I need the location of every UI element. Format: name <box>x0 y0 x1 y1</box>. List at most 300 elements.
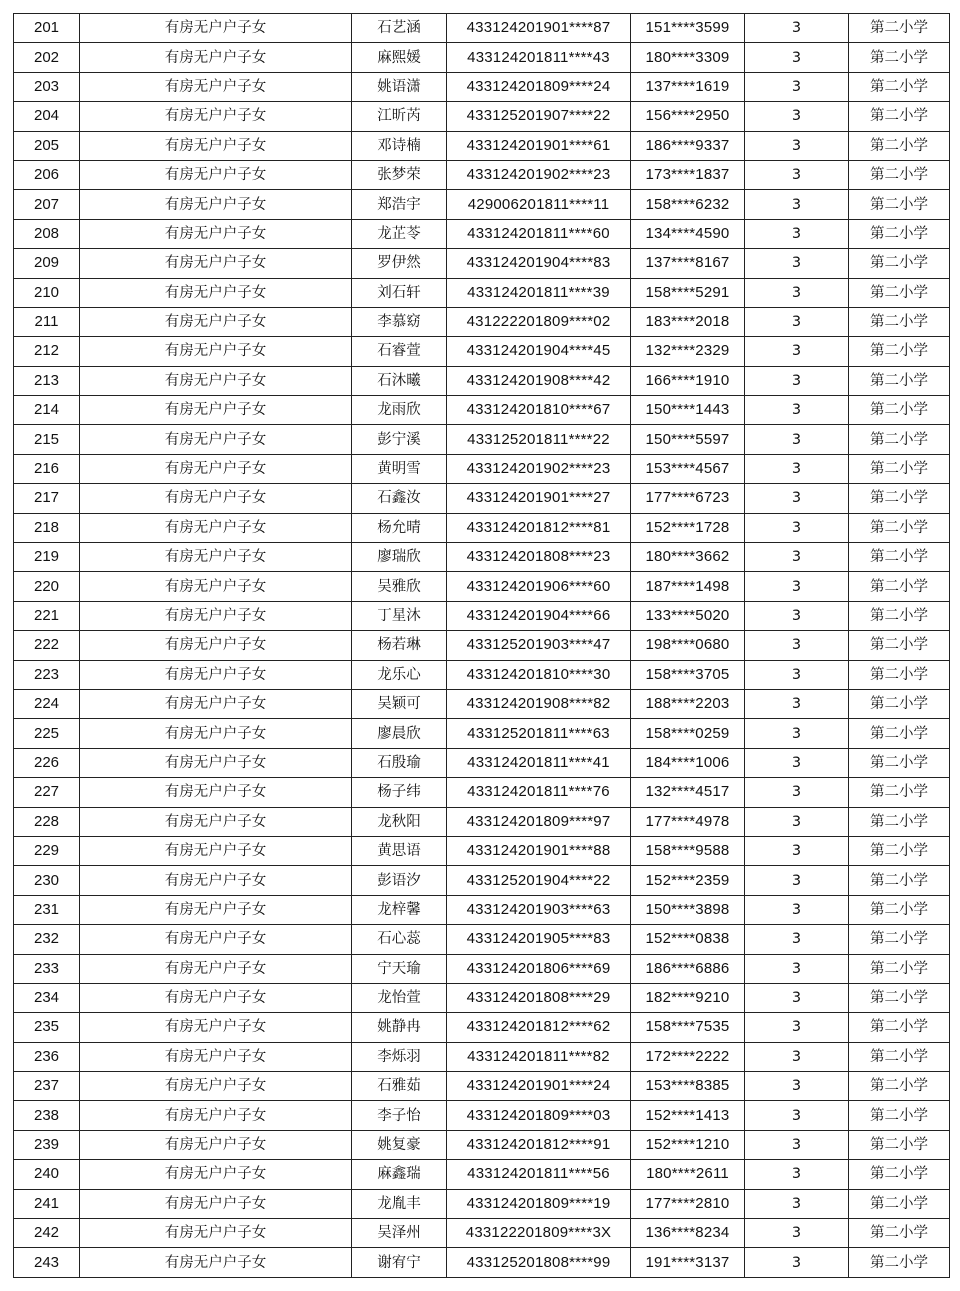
school-cell: 第二小学 <box>849 160 950 189</box>
grade-cell: 3 <box>745 425 849 454</box>
table-row <box>14 543 950 572</box>
row-number: 221 <box>14 601 80 630</box>
table-row <box>14 337 950 366</box>
row-number: 220 <box>14 572 80 601</box>
id-number-cell: 429006201811****11 <box>447 190 631 219</box>
row-number: 223 <box>14 660 80 689</box>
school-cell: 第二小学 <box>849 601 950 630</box>
table-row <box>14 983 950 1012</box>
phone-cell: 191****3137 <box>631 1248 745 1277</box>
student-name-cell: 龙芷苓 <box>352 219 447 248</box>
id-number-cell: 433124201810****30 <box>447 660 631 689</box>
table-row <box>14 366 950 395</box>
phone-cell: 134****4590 <box>631 219 745 248</box>
grade-cell: 3 <box>745 601 849 630</box>
student-name-cell: 李烁羽 <box>352 1042 447 1071</box>
id-number-cell: 433124201901****27 <box>447 484 631 513</box>
category-cell: 有房无户户子女 <box>80 278 352 307</box>
grade-cell: 3 <box>745 1072 849 1101</box>
id-number-cell: 433124201812****81 <box>447 513 631 542</box>
id-number-cell: 433124201811****82 <box>447 1042 631 1071</box>
category-cell: 有房无户户子女 <box>80 543 352 572</box>
grade-cell: 3 <box>745 366 849 395</box>
category-cell: 有房无户户子女 <box>80 778 352 807</box>
row-number: 203 <box>14 72 80 101</box>
table-row <box>14 719 950 748</box>
id-number-cell: 433124201808****23 <box>447 543 631 572</box>
id-number-cell: 433124201901****61 <box>447 131 631 160</box>
id-number-cell: 433122201809****3X <box>447 1219 631 1248</box>
phone-cell: 158****9588 <box>631 836 745 865</box>
phone-cell: 177****2810 <box>631 1189 745 1218</box>
school-cell: 第二小学 <box>849 836 950 865</box>
row-number: 216 <box>14 454 80 483</box>
phone-cell: 137****8167 <box>631 249 745 278</box>
school-cell: 第二小学 <box>849 1130 950 1159</box>
table-row <box>14 895 950 924</box>
grade-cell: 3 <box>745 1248 849 1277</box>
table-row <box>14 954 950 983</box>
student-name-cell: 黄明雪 <box>352 454 447 483</box>
row-number: 217 <box>14 484 80 513</box>
phone-cell: 198****0680 <box>631 631 745 660</box>
category-cell: 有房无户户子女 <box>80 307 352 336</box>
grade-cell: 3 <box>745 631 849 660</box>
id-number-cell: 433124201811****39 <box>447 278 631 307</box>
phone-cell: 158****0259 <box>631 719 745 748</box>
table-row <box>14 1042 950 1071</box>
row-number: 202 <box>14 43 80 72</box>
school-cell: 第二小学 <box>849 572 950 601</box>
phone-cell: 150****5597 <box>631 425 745 454</box>
school-cell: 第二小学 <box>849 954 950 983</box>
id-number-cell: 433124201811****56 <box>447 1160 631 1189</box>
id-number-cell: 433124201904****45 <box>447 337 631 366</box>
student-name-cell: 龙胤丰 <box>352 1189 447 1218</box>
phone-cell: 187****1498 <box>631 572 745 601</box>
school-cell: 第二小学 <box>849 425 950 454</box>
school-cell: 第二小学 <box>849 307 950 336</box>
id-number-cell: 433124201809****19 <box>447 1189 631 1218</box>
student-name-cell: 罗伊然 <box>352 249 447 278</box>
category-cell: 有房无户户子女 <box>80 866 352 895</box>
school-cell: 第二小学 <box>849 1042 950 1071</box>
id-number-cell: 433124201808****29 <box>447 983 631 1012</box>
id-number-cell: 433125201904****22 <box>447 866 631 895</box>
phone-cell: 152****0838 <box>631 925 745 954</box>
grade-cell: 3 <box>745 748 849 777</box>
id-number-cell: 433124201901****24 <box>447 1072 631 1101</box>
category-cell: 有房无户户子女 <box>80 72 352 101</box>
school-cell: 第二小学 <box>849 513 950 542</box>
student-name-cell: 彭语汐 <box>352 866 447 895</box>
table-row <box>14 72 950 101</box>
grade-cell: 3 <box>745 1219 849 1248</box>
school-cell: 第二小学 <box>849 1248 950 1277</box>
table-row <box>14 836 950 865</box>
phone-cell: 136****8234 <box>631 1219 745 1248</box>
grade-cell: 3 <box>745 1042 849 1071</box>
student-name-cell: 李子怡 <box>352 1101 447 1130</box>
phone-cell: 158****3705 <box>631 660 745 689</box>
table-row <box>14 1013 950 1042</box>
category-cell: 有房无户户子女 <box>80 249 352 278</box>
row-number: 238 <box>14 1101 80 1130</box>
table-row <box>14 14 950 43</box>
phone-cell: 180****3662 <box>631 543 745 572</box>
id-number-cell: 433124201901****87 <box>447 14 631 43</box>
id-number-cell: 433125201808****99 <box>447 1248 631 1277</box>
student-name-cell: 石殷瑜 <box>352 748 447 777</box>
category-cell: 有房无户户子女 <box>80 1101 352 1130</box>
grade-cell: 3 <box>745 1189 849 1218</box>
row-number: 209 <box>14 249 80 278</box>
school-cell: 第二小学 <box>849 1101 950 1130</box>
grade-cell: 3 <box>745 307 849 336</box>
school-cell: 第二小学 <box>849 866 950 895</box>
category-cell: 有房无户户子女 <box>80 454 352 483</box>
category-cell: 有房无户户子女 <box>80 131 352 160</box>
table-row <box>14 249 950 278</box>
school-cell: 第二小学 <box>849 396 950 425</box>
grade-cell: 3 <box>745 689 849 718</box>
grade-cell: 3 <box>745 72 849 101</box>
category-cell: 有房无户户子女 <box>80 396 352 425</box>
row-number: 208 <box>14 219 80 248</box>
table-row <box>14 278 950 307</box>
grade-cell: 3 <box>745 513 849 542</box>
table-row <box>14 43 950 72</box>
phone-cell: 152****1413 <box>631 1101 745 1130</box>
id-number-cell: 433124201812****91 <box>447 1130 631 1159</box>
table-row <box>14 131 950 160</box>
grade-cell: 3 <box>745 1013 849 1042</box>
phone-cell: 186****9337 <box>631 131 745 160</box>
roster-body <box>14 14 950 1278</box>
id-number-cell: 433124201901****88 <box>447 836 631 865</box>
student-name-cell: 杨若琳 <box>352 631 447 660</box>
school-cell: 第二小学 <box>849 43 950 72</box>
grade-cell: 3 <box>745 836 849 865</box>
school-cell: 第二小学 <box>849 366 950 395</box>
row-number: 214 <box>14 396 80 425</box>
row-number: 240 <box>14 1160 80 1189</box>
student-name-cell: 廖晨欣 <box>352 719 447 748</box>
phone-cell: 177****4978 <box>631 807 745 836</box>
category-cell: 有房无户户子女 <box>80 1160 352 1189</box>
table-row <box>14 660 950 689</box>
grade-cell: 3 <box>745 337 849 366</box>
id-number-cell: 433124201902****23 <box>447 160 631 189</box>
grade-cell: 3 <box>745 249 849 278</box>
grade-cell: 3 <box>745 895 849 924</box>
phone-cell: 158****7535 <box>631 1013 745 1042</box>
student-name-cell: 龙乐心 <box>352 660 447 689</box>
phone-cell: 184****1006 <box>631 748 745 777</box>
student-name-cell: 姚复豪 <box>352 1130 447 1159</box>
category-cell: 有房无户户子女 <box>80 1072 352 1101</box>
table-row <box>14 102 950 131</box>
roster-table <box>13 13 950 1278</box>
category-cell: 有房无户户子女 <box>80 190 352 219</box>
phone-cell: 133****5020 <box>631 601 745 630</box>
category-cell: 有房无户户子女 <box>80 601 352 630</box>
student-name-cell: 丁星沐 <box>352 601 447 630</box>
phone-cell: 151****3599 <box>631 14 745 43</box>
category-cell: 有房无户户子女 <box>80 1189 352 1218</box>
category-cell: 有房无户户子女 <box>80 484 352 513</box>
row-number: 204 <box>14 102 80 131</box>
table-row <box>14 866 950 895</box>
school-cell: 第二小学 <box>849 925 950 954</box>
phone-cell: 152****1728 <box>631 513 745 542</box>
school-cell: 第二小学 <box>849 219 950 248</box>
phone-cell: 180****3309 <box>631 43 745 72</box>
id-number-cell: 433124201905****83 <box>447 925 631 954</box>
student-name-cell: 吴雅欣 <box>352 572 447 601</box>
table-row <box>14 160 950 189</box>
school-cell: 第二小学 <box>849 1072 950 1101</box>
row-number: 219 <box>14 543 80 572</box>
grade-cell: 3 <box>745 1160 849 1189</box>
phone-cell: 182****9210 <box>631 983 745 1012</box>
row-number: 213 <box>14 366 80 395</box>
grade-cell: 3 <box>745 572 849 601</box>
student-name-cell: 龙怡萱 <box>352 983 447 1012</box>
student-name-cell: 邓诗楠 <box>352 131 447 160</box>
row-number: 201 <box>14 14 80 43</box>
phone-cell: 173****1837 <box>631 160 745 189</box>
grade-cell: 3 <box>745 484 849 513</box>
row-number: 224 <box>14 689 80 718</box>
grade-cell: 3 <box>745 219 849 248</box>
school-cell: 第二小学 <box>849 14 950 43</box>
student-name-cell: 石沐曦 <box>352 366 447 395</box>
student-name-cell: 石雅茹 <box>352 1072 447 1101</box>
school-cell: 第二小学 <box>849 660 950 689</box>
grade-cell: 3 <box>745 925 849 954</box>
school-cell: 第二小学 <box>849 983 950 1012</box>
school-cell: 第二小学 <box>849 131 950 160</box>
table-row <box>14 1072 950 1101</box>
student-name-cell: 江昕芮 <box>352 102 447 131</box>
category-cell: 有房无户户子女 <box>80 925 352 954</box>
table-row <box>14 572 950 601</box>
category-cell: 有房无户户子女 <box>80 219 352 248</box>
student-name-cell: 石鑫汝 <box>352 484 447 513</box>
row-number: 228 <box>14 807 80 836</box>
grade-cell: 3 <box>745 278 849 307</box>
row-number: 212 <box>14 337 80 366</box>
student-name-cell: 彭宁溪 <box>352 425 447 454</box>
school-cell: 第二小学 <box>849 543 950 572</box>
phone-cell: 180****2611 <box>631 1160 745 1189</box>
row-number: 226 <box>14 748 80 777</box>
table-row <box>14 1189 950 1218</box>
row-number: 218 <box>14 513 80 542</box>
id-number-cell: 433124201904****66 <box>447 601 631 630</box>
school-cell: 第二小学 <box>849 484 950 513</box>
student-name-cell: 吴泽州 <box>352 1219 447 1248</box>
grade-cell: 3 <box>745 131 849 160</box>
school-cell: 第二小学 <box>849 631 950 660</box>
student-name-cell: 廖瑞欣 <box>352 543 447 572</box>
phone-cell: 172****2222 <box>631 1042 745 1071</box>
table-row <box>14 689 950 718</box>
id-number-cell: 433124201811****60 <box>447 219 631 248</box>
school-cell: 第二小学 <box>849 895 950 924</box>
row-number: 222 <box>14 631 80 660</box>
id-number-cell: 433124201811****76 <box>447 778 631 807</box>
phone-cell: 177****6723 <box>631 484 745 513</box>
phone-cell: 153****4567 <box>631 454 745 483</box>
id-number-cell: 433124201811****41 <box>447 748 631 777</box>
student-name-cell: 杨子纬 <box>352 778 447 807</box>
table-row <box>14 425 950 454</box>
table-row <box>14 1248 950 1277</box>
grade-cell: 3 <box>745 160 849 189</box>
phone-cell: 186****6886 <box>631 954 745 983</box>
grade-cell: 3 <box>745 543 849 572</box>
category-cell: 有房无户户子女 <box>80 43 352 72</box>
table-row <box>14 307 950 336</box>
school-cell: 第二小学 <box>849 778 950 807</box>
row-number: 225 <box>14 719 80 748</box>
row-number: 242 <box>14 1219 80 1248</box>
student-name-cell: 宁天瑜 <box>352 954 447 983</box>
row-number: 215 <box>14 425 80 454</box>
id-number-cell: 433124201908****42 <box>447 366 631 395</box>
phone-cell: 166****1910 <box>631 366 745 395</box>
student-name-cell: 麻熙媛 <box>352 43 447 72</box>
category-cell: 有房无户户子女 <box>80 1013 352 1042</box>
table-row <box>14 925 950 954</box>
student-name-cell: 张梦荣 <box>352 160 447 189</box>
id-number-cell: 433124201809****03 <box>447 1101 631 1130</box>
id-number-cell: 433124201906****60 <box>447 572 631 601</box>
row-number: 231 <box>14 895 80 924</box>
table-row <box>14 631 950 660</box>
roster-sheet <box>13 13 949 1278</box>
category-cell: 有房无户户子女 <box>80 983 352 1012</box>
grade-cell: 3 <box>745 807 849 836</box>
school-cell: 第二小学 <box>849 190 950 219</box>
row-number: 230 <box>14 866 80 895</box>
row-number: 207 <box>14 190 80 219</box>
phone-cell: 132****2329 <box>631 337 745 366</box>
phone-cell: 158****5291 <box>631 278 745 307</box>
school-cell: 第二小学 <box>849 719 950 748</box>
table-row <box>14 1160 950 1189</box>
student-name-cell: 黄思语 <box>352 836 447 865</box>
school-cell: 第二小学 <box>849 337 950 366</box>
student-name-cell: 龙秋阳 <box>352 807 447 836</box>
id-number-cell: 433124201811****43 <box>447 43 631 72</box>
row-number: 234 <box>14 983 80 1012</box>
student-name-cell: 石艺涵 <box>352 14 447 43</box>
table-row <box>14 513 950 542</box>
student-name-cell: 吴颖可 <box>352 689 447 718</box>
category-cell: 有房无户户子女 <box>80 160 352 189</box>
grade-cell: 3 <box>745 866 849 895</box>
category-cell: 有房无户户子女 <box>80 807 352 836</box>
category-cell: 有房无户户子女 <box>80 337 352 366</box>
id-number-cell: 433124201908****82 <box>447 689 631 718</box>
category-cell: 有房无户户子女 <box>80 14 352 43</box>
school-cell: 第二小学 <box>849 102 950 131</box>
row-number: 236 <box>14 1042 80 1071</box>
table-row <box>14 454 950 483</box>
table-row <box>14 1101 950 1130</box>
table-row <box>14 807 950 836</box>
student-name-cell: 龙梓馨 <box>352 895 447 924</box>
row-number: 206 <box>14 160 80 189</box>
student-name-cell: 姚静冉 <box>352 1013 447 1042</box>
category-cell: 有房无户户子女 <box>80 513 352 542</box>
table-row <box>14 778 950 807</box>
table-row <box>14 1219 950 1248</box>
row-number: 235 <box>14 1013 80 1042</box>
phone-cell: 152****1210 <box>631 1130 745 1159</box>
row-number: 210 <box>14 278 80 307</box>
student-name-cell: 杨允晴 <box>352 513 447 542</box>
category-cell: 有房无户户子女 <box>80 719 352 748</box>
student-name-cell: 麻鑫瑞 <box>352 1160 447 1189</box>
student-name-cell: 龙雨欣 <box>352 396 447 425</box>
category-cell: 有房无户户子女 <box>80 572 352 601</box>
school-cell: 第二小学 <box>849 748 950 777</box>
student-name-cell: 李慕窈 <box>352 307 447 336</box>
category-cell: 有房无户户子女 <box>80 425 352 454</box>
row-number: 239 <box>14 1130 80 1159</box>
row-number: 227 <box>14 778 80 807</box>
table-row <box>14 190 950 219</box>
category-cell: 有房无户户子女 <box>80 895 352 924</box>
school-cell: 第二小学 <box>849 1189 950 1218</box>
grade-cell: 3 <box>745 454 849 483</box>
row-number: 229 <box>14 836 80 865</box>
grade-cell: 3 <box>745 396 849 425</box>
student-name-cell: 刘石轩 <box>352 278 447 307</box>
row-number: 243 <box>14 1248 80 1277</box>
table-row <box>14 748 950 777</box>
student-name-cell: 石睿萱 <box>352 337 447 366</box>
grade-cell: 3 <box>745 719 849 748</box>
school-cell: 第二小学 <box>849 1013 950 1042</box>
row-number: 211 <box>14 307 80 336</box>
grade-cell: 3 <box>745 983 849 1012</box>
school-cell: 第二小学 <box>849 807 950 836</box>
phone-cell: 188****2203 <box>631 689 745 718</box>
grade-cell: 3 <box>745 102 849 131</box>
category-cell: 有房无户户子女 <box>80 748 352 777</box>
grade-cell: 3 <box>745 954 849 983</box>
table-row <box>14 1130 950 1159</box>
id-number-cell: 433124201806****69 <box>447 954 631 983</box>
phone-cell: 153****8385 <box>631 1072 745 1101</box>
category-cell: 有房无户户子女 <box>80 836 352 865</box>
id-number-cell: 433124201809****97 <box>447 807 631 836</box>
category-cell: 有房无户户子女 <box>80 102 352 131</box>
category-cell: 有房无户户子女 <box>80 1130 352 1159</box>
category-cell: 有房无户户子女 <box>80 660 352 689</box>
school-cell: 第二小学 <box>849 249 950 278</box>
id-number-cell: 433124201904****83 <box>447 249 631 278</box>
id-number-cell: 433125201811****63 <box>447 719 631 748</box>
row-number: 237 <box>14 1072 80 1101</box>
grade-cell: 3 <box>745 778 849 807</box>
id-number-cell: 433124201809****24 <box>447 72 631 101</box>
